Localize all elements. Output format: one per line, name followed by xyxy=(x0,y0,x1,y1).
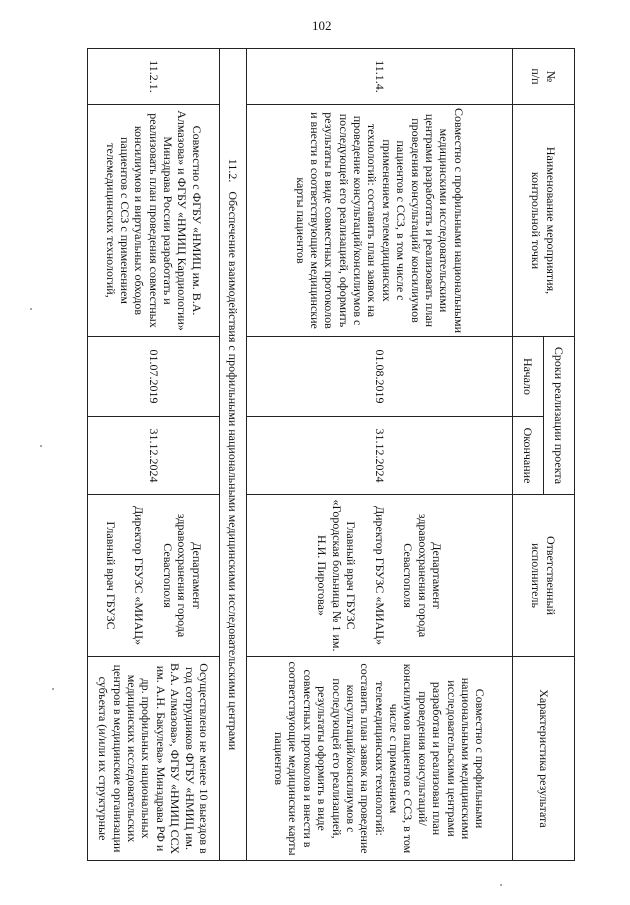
section-number: 11.2. xyxy=(226,158,241,183)
row-name: Совместно с ФГБУ «НМИЦ им. В.А. Алмазова» и ФГБУ «НМИЦ Кардиологии» Минздрава России разработать и реализовать план проведения совместных консилиумов и виртуальных обходов пациентов с ССЗ с применением телемедицинских технологий, xyxy=(88,105,220,337)
row-responsible: Департамент здравоохранения города Севастополя Директор ГБУЗС «МИАЦ» Главный врач ГБУЗС xyxy=(88,495,220,657)
header-terms: Сроки реализации проекта xyxy=(544,337,575,495)
row-name: Совместно с профильными национальными медицинскими исследовательскими центрами разработать и реализовать план проведения консультаций/ консилиумов пациентов с ССЗ, в том числе с применением телемедицинских технологий: составить план заявок на проведение консультаций/консилиумов с последующей его реализацией, оформить результаты в виде совместных протоколов и внести в соответствующие медицинские карты пациентов xyxy=(247,105,513,337)
scan-speck xyxy=(52,688,54,690)
section-row xyxy=(220,49,247,861)
scan-speck xyxy=(500,884,502,886)
header-start: Начало xyxy=(513,337,544,417)
row-number: 11.1.4. xyxy=(247,49,513,105)
table-row xyxy=(88,49,220,861)
table-header-row xyxy=(544,49,575,861)
section-cell xyxy=(220,49,247,861)
plan-table xyxy=(87,48,575,861)
header-end: Окончание xyxy=(513,417,544,495)
rotated-table-container xyxy=(96,48,575,860)
row-result: Осуществлено не менее 10 выездов в год сотрудников ФГБУ «НМИЦ им. В.А. Алмазова», ФГБУ «НМИЦ ССХ им. А.Н. Бакулева» Минздрава РФ и др. профильных национальных медицинских исследовательских центров в медицинские организации субъекта (и/или их структурные xyxy=(88,657,220,861)
row-result: Совместно с профильными национальными медицинскими исследовательскими центрами разработан и реализован план проведения консультаций/ консилиумов пациентов с ССЗ, в том числе с применением телемедицинских технологий: составить план заявок на проведение консультаций/консилиумов с последующей его реализацией, результаты оформить в виде совместных протоколов и внести в соответствующие медицинские карты пациентов xyxy=(247,657,513,861)
header-name: Наименование мероприятия, контрольной точки xyxy=(513,105,575,337)
row-responsible: Департамент здравоохранения города Севастополя Директор ГБУЗС «МИАЦ» Главный врач ГБУЗС «Городская больница № 1 им. Н.И. Пирогова» xyxy=(247,495,513,657)
row-start: 01.08.2019 xyxy=(247,337,513,417)
scan-speck xyxy=(30,308,32,310)
row-number: 11.2.1. xyxy=(88,49,220,105)
header-result: Характеристика результата xyxy=(513,657,575,861)
table-row xyxy=(247,49,513,861)
row-start: 01.07.2019 xyxy=(88,337,220,417)
row-end: 31.12.2024 xyxy=(247,417,513,495)
header-responsible: Ответственный исполнитель xyxy=(513,495,575,657)
header-number: № п/п xyxy=(513,49,575,105)
section-title: Обеспечение взаимодействия с профильными национальными медицинскими исследовательскими центрами xyxy=(226,191,241,751)
row-end: 31.12.2024 xyxy=(88,417,220,495)
page-number: 102 xyxy=(312,18,332,33)
scan-speck xyxy=(40,445,42,447)
